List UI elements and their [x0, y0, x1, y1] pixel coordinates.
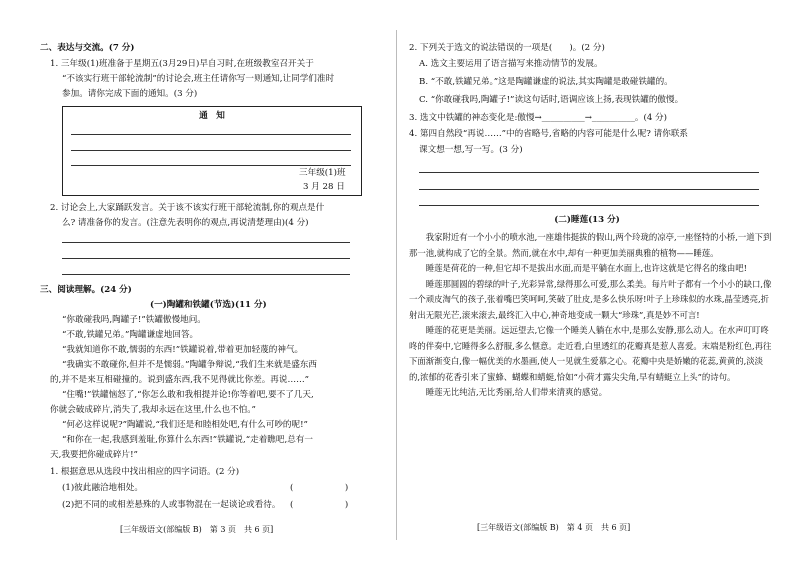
passage-1-line: “住嘴!”铁罐恼怒了,“你怎么敢和我相提并论!你等着吧,要不了几天,: [62, 390, 314, 400]
q2-line-2: 么? 请准备你的发言。(注意先表明你的观点,再说清楚理由)(4 分): [62, 218, 309, 228]
passage-1-line: 的,并不是来互相碰撞的。说到盛东西,我不见得就比你差。再说……”: [50, 375, 310, 385]
notice-box: [62, 106, 362, 196]
q4-line-2: 课文想一想,写一写。(3 分): [419, 145, 523, 155]
page-footer: [三年级语文(部编版 B) 第 4 页 共 6 页]: [477, 523, 631, 532]
passage-2-title: (二)睡莲(13 分): [554, 215, 620, 225]
notice-write-line[interactable]: [71, 165, 351, 166]
passage-2-body: [409, 230, 774, 401]
q3-text: 3. 选文中铁罐的神态变化是:傲慢→__________→__________。(4 分): [409, 113, 667, 123]
passage-1-line: “何必这样说呢?”陶罐说,“我们还是和睦相处吧,有什么可吵的呢!”: [62, 420, 308, 430]
answer-line[interactable]: [62, 242, 350, 243]
p1-q1-text: 1. 根据意思从选段中找出相应的四字词语。(2 分): [50, 467, 240, 477]
answer-line[interactable]: [62, 274, 350, 275]
notice-title: 通 知: [199, 111, 225, 121]
section-3-title: 三、阅读理解。(24 分): [40, 285, 132, 295]
passage-1-title: (一)陶罐和铁罐(节选)(11 分): [150, 300, 267, 310]
passage-1-line: 你就会破成碎片,消失了,我却永远在这里,什么也不怕。”: [50, 405, 256, 415]
page-footer: [三年级语文(部编版 B) 第 3 页 共 6 页]: [120, 525, 274, 534]
answer-line[interactable]: [62, 258, 350, 259]
passage-2-paragraph: 睡莲的花更是美丽。远远望去,它像一个睡美人躺在水中,是那么安静,那么动人。在水声叮叮咚咚的伴奏中,它睡得多么舒服,多么惬意。走近看,白里透红的花瓣真是惹人喜爱。末端是粉红色,再往下面渐渐变白,像一幅优美的水墨画,使人一见就生爱慕之心。花瓣中央是娇嫩的花蕊,黄黄的,淡淡的,浓郁的花香引来了蜜蜂、蝴蝶和蜻蜓,恰如“小荷才露尖尖角,早有蜻蜓立上头”的诗句。: [409, 325, 772, 382]
p1-q1-b: (2)把不同的或相差悬殊的人或事物混在一起谈论或看待。: [62, 500, 281, 510]
page-4: [397, 0, 794, 561]
passage-2-paragraph: 睡莲那圆圆的碧绿的叶子,光彩异常,绿得那么可爱,那么柔美。每片叶子都有一个小小的缺口,像一个顽皮淘气的孩子,张着嘴巴笑呵呵,笑破了肚皮,是多么快乐呀!叶子上珍珠似的水珠,晶莹透亮,折射出无限光芒,滚来滚去,最终汇入中心,神奇地变成一颗大“珍珠”,真是妙不可言!: [409, 278, 772, 320]
option-b: B. “不敢,铁罐兄弟。”这是陶罐谦虚的说法,其实陶罐是敢碰铁罐的。: [419, 77, 673, 87]
section-2-title: 二、表达与交流。(7 分): [40, 43, 135, 53]
passage-2-paragraph: 睡莲是荷花的一种,但它却不是拔出水面,而是平躺在水面上,也许这就是它得名的缘由吧!: [409, 263, 747, 273]
passage-1-line: “我确实不敢碰你,但并不是懦弱。”陶罐争辩说,“我们生来就是盛东西: [62, 360, 317, 370]
notice-class: 三年级(1)班: [299, 168, 346, 178]
passage-2-paragraph: 我家附近有一个小小的喷水池,一座雄伟挺拔的假山,两个玲珑的凉亭,一座怪特的小桥,一道下到那一池,就构成了它的全景。然而,就在水中,却有一种更加美丽典雅的植物——睡莲。: [409, 232, 772, 258]
passage-1-line: “不敢,铁罐兄弟。”陶罐谦虚地回答。: [62, 330, 199, 340]
q2-text: 2. 下列关于选文的说法错误的一项是( )。(2 分): [409, 43, 605, 53]
notice-write-line[interactable]: [71, 150, 351, 151]
q1-line-1: 1. 三年级(1)班准备于星期五(3月29日)早自习时,在班级教室召开关于: [50, 59, 314, 69]
notice-date: 3 月 28 日: [303, 182, 345, 192]
answer-line[interactable]: [419, 172, 759, 173]
passage-1-line: “你敢碰我吗,陶罐子!”铁罐傲慢地问。: [62, 315, 206, 325]
q4-line-1: 4. 第四自然段“再说……”中的省略号,省略的内容可能是什么呢? 请你联系: [409, 129, 689, 139]
answer-paren[interactable]: ( ): [290, 483, 349, 493]
passage-1-line: 天,我要把你碰成碎片!”: [50, 450, 138, 460]
q1-line-3: 参加。请你完成下面的通知。(3 分): [62, 89, 198, 99]
passage-1-line: “我就知道你不敢,懦弱的东西!”铁罐说着,带着更加轻蔑的神气。: [62, 345, 304, 355]
answer-line[interactable]: [419, 205, 759, 206]
q1-line-2: “不该实行班干部轮流制”的讨论会,班主任请你写一则通知,让同学们准时: [62, 74, 335, 84]
passage-2-paragraph: 睡莲无比纯洁,无比秀丽,给人们带来清爽的感觉。: [409, 387, 607, 397]
q2-line-1: 2. 讨论会上,大家踊跃发言。关于该不该实行班干部轮流制,你的观点是什: [50, 203, 325, 213]
option-a: A. 选文主要运用了语言描写来推动情节的发展。: [419, 59, 603, 69]
option-c: C. “你敢碰我吗,陶罐子!”读这句话时,语调应该上扬,表现铁罐的傲慢。: [419, 95, 684, 105]
passage-1-line: “和你在一起,我感到羞耻,你算什么东西!”铁罐说,“走着瞧吧,总有一: [62, 435, 313, 445]
p1-q1-a: (1)彼此融洽地相处。: [62, 483, 143, 493]
notice-write-line[interactable]: [71, 134, 351, 135]
answer-line[interactable]: [419, 189, 759, 190]
answer-paren[interactable]: ( ): [290, 500, 349, 510]
